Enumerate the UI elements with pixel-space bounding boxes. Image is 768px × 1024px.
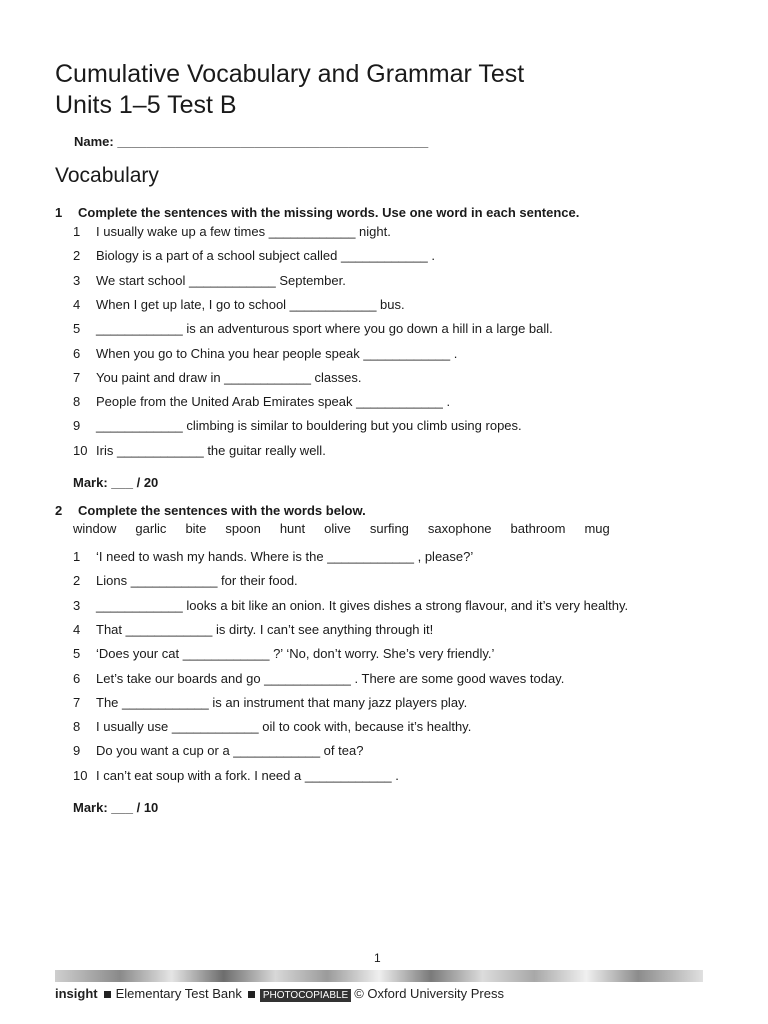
item-number: 7 bbox=[73, 369, 81, 385]
question-number: 1 bbox=[55, 205, 63, 220]
item-number: 10 bbox=[73, 442, 88, 458]
word-bank-item: olive bbox=[324, 521, 351, 536]
footer-banner-image bbox=[55, 970, 703, 982]
word-bank-item: bite bbox=[185, 521, 207, 536]
page-number: 1 bbox=[374, 951, 381, 965]
item-text: When you go to China you hear people speak ____________ . bbox=[96, 345, 458, 361]
question-item bbox=[73, 273, 346, 288]
item-text: I can’t eat soup with a fork. I need a ____________ . bbox=[96, 767, 399, 783]
word-bank-item: mug bbox=[584, 521, 610, 536]
item-number: 10 bbox=[73, 767, 88, 783]
name-field-label: Name: ___________________________________________ bbox=[74, 134, 429, 149]
question-item bbox=[73, 370, 362, 385]
word-bank-item: hunt bbox=[279, 521, 306, 536]
item-text: ‘I need to wash my hands. Where is the ____________ , please?’ bbox=[96, 549, 474, 564]
question-2-instruction bbox=[55, 503, 366, 518]
photocopiable-badge: PHOTOCOPIABLE bbox=[260, 989, 351, 1002]
item-number: 6 bbox=[73, 345, 81, 361]
item-number: 5 bbox=[73, 321, 81, 337]
item-number: 2 bbox=[73, 573, 81, 589]
q1-mark: Mark: ___ / 20 bbox=[73, 475, 159, 490]
item-text: I usually wake up a few times ____________ night. bbox=[96, 224, 391, 239]
question-item bbox=[73, 297, 405, 312]
item-text: The ____________ is an instrument that many jazz players play. bbox=[96, 694, 468, 710]
instruction-text: Complete the sentences with the words below. bbox=[78, 503, 366, 518]
item-text: We start school ____________ September. bbox=[96, 272, 346, 288]
question-item bbox=[73, 743, 363, 758]
item-number: 4 bbox=[73, 621, 81, 637]
item-number: 4 bbox=[73, 296, 81, 312]
item-text: Lions ____________ for their food. bbox=[96, 573, 298, 589]
q2-mark: Mark: ___ / 10 bbox=[73, 800, 159, 815]
question-item bbox=[73, 768, 399, 783]
item-text: Do you want a cup or a ____________ of tea? bbox=[96, 743, 364, 759]
item-number: 9 bbox=[73, 418, 81, 434]
question-item bbox=[73, 719, 471, 734]
question-item bbox=[73, 394, 450, 409]
item-number: 1 bbox=[73, 224, 81, 239]
item-text: ____________ looks a bit like an onion. It gives dishes a strong flavour, and it’s very healthy. bbox=[96, 597, 629, 613]
item-number: 2 bbox=[73, 248, 81, 264]
question-item bbox=[73, 695, 467, 710]
item-text: Iris ____________ the guitar really well. bbox=[96, 442, 326, 458]
item-number: 6 bbox=[73, 670, 81, 686]
word-bank-item: surfing bbox=[369, 521, 409, 536]
footer-brand: insight bbox=[55, 986, 98, 1001]
section-title: Vocabulary bbox=[55, 164, 159, 187]
footer-bank: Elementary Test Bank bbox=[115, 986, 242, 1001]
question-item bbox=[73, 443, 326, 458]
item-text: ____________ is an adventurous sport where you go down a hill in a large ball. bbox=[96, 321, 553, 337]
footer-publisher: © Oxford University Press bbox=[354, 986, 504, 1001]
question-item bbox=[73, 646, 494, 661]
item-number: 9 bbox=[73, 743, 81, 759]
item-text: ‘Does your cat ____________ ?’ ‘No, don’t worry. She’s very friendly.’ bbox=[96, 646, 495, 662]
word-bank-item: garlic bbox=[135, 521, 167, 536]
word-bank bbox=[73, 521, 629, 536]
question-item bbox=[73, 224, 391, 239]
word-bank-item: saxophone bbox=[427, 521, 492, 536]
item-text: Let’s take our boards and go ____________ . There are some good waves today. bbox=[96, 670, 565, 686]
word-bank-item: spoon bbox=[225, 521, 261, 536]
question-item bbox=[73, 622, 433, 637]
item-text: Biology is a part of a school subject called ____________ . bbox=[96, 248, 435, 264]
question-item bbox=[73, 598, 628, 613]
title-line-1: Cumulative Vocabulary and Grammar Test bbox=[55, 60, 525, 88]
footer bbox=[55, 986, 504, 1001]
item-number: 8 bbox=[73, 394, 81, 410]
item-number: 3 bbox=[73, 597, 81, 613]
instruction-text: Complete the sentences with the missing words. Use one word in each sentence. bbox=[78, 205, 580, 220]
item-text: You paint and draw in ____________ classes. bbox=[96, 369, 362, 385]
item-text: That ____________ is dirty. I can’t see anything through it! bbox=[96, 621, 434, 637]
item-number: 8 bbox=[73, 719, 81, 735]
question-item bbox=[73, 671, 564, 686]
item-text: I usually use ____________ oil to cook with, because it’s healthy. bbox=[96, 719, 472, 735]
square-bullet-icon bbox=[104, 991, 111, 998]
question-item bbox=[73, 573, 298, 588]
item-text: ____________ climbing is similar to bouldering but you climb using ropes. bbox=[96, 418, 522, 434]
square-bullet-icon bbox=[248, 991, 255, 998]
title-line-2: Units 1–5 Test B bbox=[55, 91, 237, 119]
word-bank-item: window bbox=[73, 521, 117, 536]
item-number: 7 bbox=[73, 694, 81, 710]
question-item bbox=[73, 549, 473, 564]
question-1-instruction bbox=[55, 205, 579, 220]
question-number: 2 bbox=[55, 503, 63, 518]
question-item bbox=[73, 321, 553, 336]
item-text: When I get up late, I go to school ____________ bus. bbox=[96, 296, 405, 312]
item-number: 3 bbox=[73, 272, 81, 288]
question-item bbox=[73, 346, 457, 361]
word-bank-item: bathroom bbox=[510, 521, 566, 536]
item-number: 5 bbox=[73, 646, 81, 662]
item-number: 1 bbox=[73, 549, 81, 564]
question-item bbox=[73, 248, 435, 263]
question-item bbox=[73, 418, 522, 433]
item-text: People from the United Arab Emirates speak ____________ . bbox=[96, 394, 451, 410]
